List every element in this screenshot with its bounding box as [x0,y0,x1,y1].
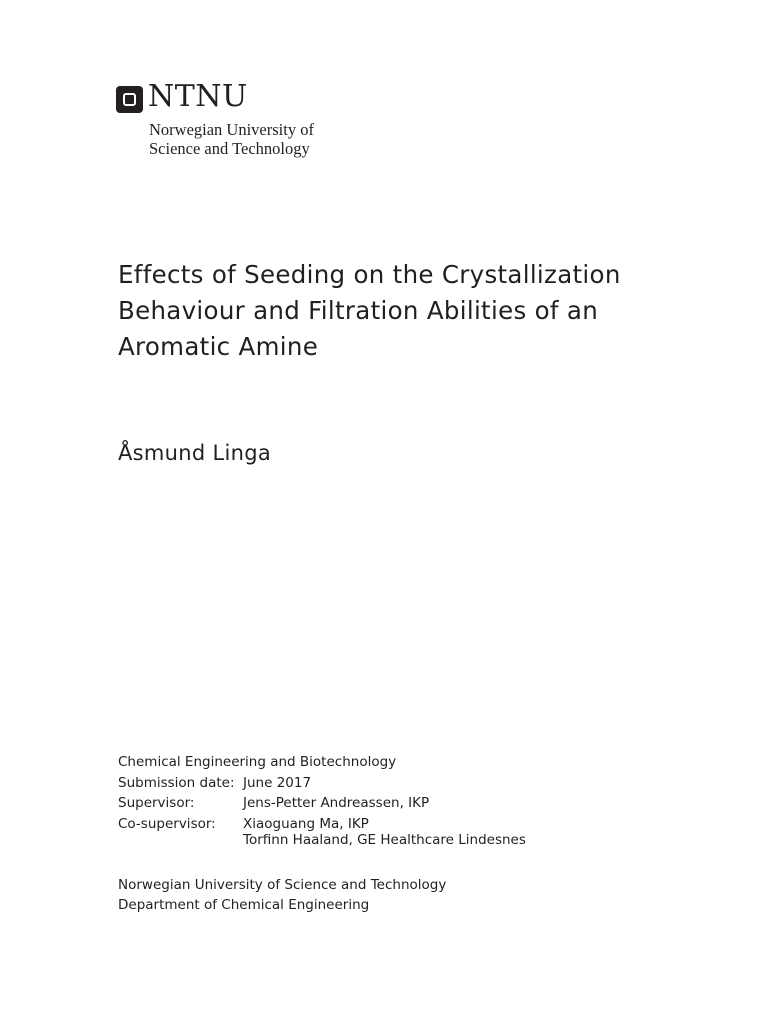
logo-wordmark: NTNU [148,79,248,114]
co-supervisor-row-continued [118,831,526,849]
university-name: Norwegian University of Science and Technology [118,877,447,893]
submission-date-value: June 2017 [243,774,312,791]
department-name: Department of Chemical Engineering [118,897,370,913]
logo-subtitle [149,120,314,158]
logo-subtitle-line-2: Science and Technology [149,139,310,158]
submission-date-row [118,773,526,794]
institution-block [118,875,446,915]
co-supervisor-value-2: Torfinn Haaland, GE Healthcare Lindesnes [243,832,526,848]
thesis-title [118,257,698,365]
title-line-3: Aromatic Amine [118,332,319,361]
submission-date-label: Submission date: [118,774,235,791]
ntnu-logo-icon [116,86,143,113]
supervisor-label: Supervisor: [118,795,195,811]
supervisor-row [118,793,526,814]
title-line-2: Behaviour and Filtration Abilities of an [118,296,599,325]
programme-row [118,752,526,773]
author-name: Åsmund Linga [118,441,272,465]
co-supervisor-label: Co-supervisor: [118,815,216,832]
thesis-metadata [118,752,526,849]
supervisor-value: Jens-Petter Andreassen, IKP [243,795,430,811]
programme-value: Chemical Engineering and Biotechnology [118,754,397,770]
logo-subtitle-line-1: Norwegian University of [149,120,314,139]
title-line-1: Effects of Seeding on the Crystallization [118,260,621,289]
co-supervisor-value-1: Xiaoguang Ma, IKP [243,815,369,832]
